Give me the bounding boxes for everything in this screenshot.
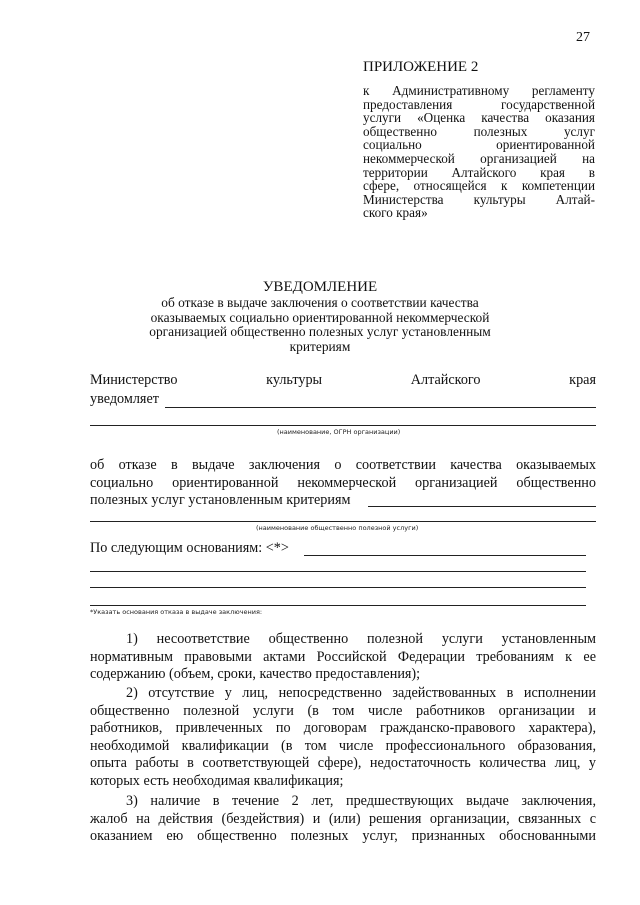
appendix-line: общественно полезных услуг — [363, 123, 595, 139]
ministry-word: Алтайского — [410, 372, 481, 388]
reason-1 — [90, 631, 596, 684]
appendix-line: Министерства культуры Алтай- — [363, 191, 595, 207]
refusal-paragraph — [90, 457, 596, 510]
reason-3 — [90, 793, 596, 846]
appendix-reference — [363, 84, 595, 220]
service-caption: (наименование общественно полезной услуги) — [256, 524, 419, 532]
footnote: *Указать основания отказа в выдаче заключения: — [90, 608, 263, 616]
ministry-word: Министерство — [90, 372, 178, 388]
grounds-blank-2[interactable] — [90, 571, 586, 572]
reason-line: необходимой квалификации (в том числе профессионального образования, — [90, 737, 596, 754]
notice-title: УВЕДОМЛЕНИЕ — [262, 279, 378, 295]
reason-line: 3) наличие в течение 2 лет, предшествующих выдаче заключения, — [126, 793, 596, 809]
reason-line: 1) несоответствие общественно полезной услуги установленным — [126, 631, 596, 647]
subtitle-line: критериям — [289, 338, 351, 354]
reason-2 — [90, 685, 596, 790]
reason-line: опыта работы в соответствующей сфере), недостаточность количества лиц, у — [90, 755, 596, 771]
ministry-line — [90, 372, 596, 389]
refusal-line: полезных услуг установленным критериям — [90, 492, 351, 508]
reason-line: которых есть необходимая квалификация; — [90, 772, 344, 789]
ministry-word: культуры — [266, 372, 323, 388]
org-name-blank[interactable] — [165, 407, 596, 408]
notifies-label: уведомляет — [90, 391, 159, 407]
reason-line: содержанию (объем, сроки, качество предоставления); — [90, 666, 421, 682]
reason-line: жалоб на действия (бездействия) и (или) решения организации, связанных с — [90, 810, 596, 827]
appendix-line: некоммерческой организацией на — [363, 150, 595, 166]
grounds-blank-3[interactable] — [90, 587, 586, 588]
reason-line: общественно полезной услуги (в том числе работников организации и — [90, 702, 596, 719]
grounds-label: По следующим основаниям: <*> — [90, 540, 289, 556]
appendix-line: к Административному регламенту — [363, 83, 595, 98]
org-caption: (наименование, ОГРН организации) — [277, 428, 401, 436]
grounds-blank-4[interactable] — [90, 605, 586, 606]
appendix-line: предоставления государственной — [363, 96, 595, 112]
subtitle-line: организацией общественно полезных услуг установленным — [149, 324, 491, 339]
appendix-line: услуги «Оценка качества оказания — [363, 110, 595, 126]
service-name-blank-2[interactable] — [90, 521, 596, 522]
appendix-line: социально ориентированной — [363, 137, 595, 153]
notice-subtitle — [0, 296, 640, 354]
subtitle-line: об отказе в выдаче заключения о соответствии качества — [161, 295, 479, 310]
refusal-line: об отказе в выдаче заключения о соответствии качества оказываемых — [90, 457, 596, 473]
appendix-line: территории Алтайского края в — [363, 164, 595, 180]
reason-line: нормативным правовыми актами Российской Федерации требованиям к ее — [90, 648, 596, 665]
appendix-line: сфере, относящейся к компетенции — [363, 178, 595, 194]
refusal-line: социально ориентированной некоммерческой организацией общественно — [90, 474, 596, 491]
org-name-blank-2[interactable] — [90, 425, 596, 426]
grounds-blank-1[interactable] — [304, 555, 586, 556]
service-name-blank[interactable] — [368, 506, 596, 507]
subtitle-line: оказываемых социально ориентированной некоммерческой — [150, 309, 490, 325]
reason-line: работников, привлеченных по договорам гражданско-правового характера), — [90, 720, 596, 736]
reason-line: 2) отсутствие у лиц, непосредственно задействованных в исполнении — [126, 685, 596, 701]
page-number: 27 — [576, 30, 590, 45]
ministry-word: края — [569, 372, 596, 388]
appendix-line: ского края» — [363, 205, 428, 221]
appendix-title: ПРИЛОЖЕНИЕ 2 — [363, 59, 479, 75]
reason-line: оказанием ею общественно полезных услуг, признанных обоснованными — [90, 828, 596, 844]
